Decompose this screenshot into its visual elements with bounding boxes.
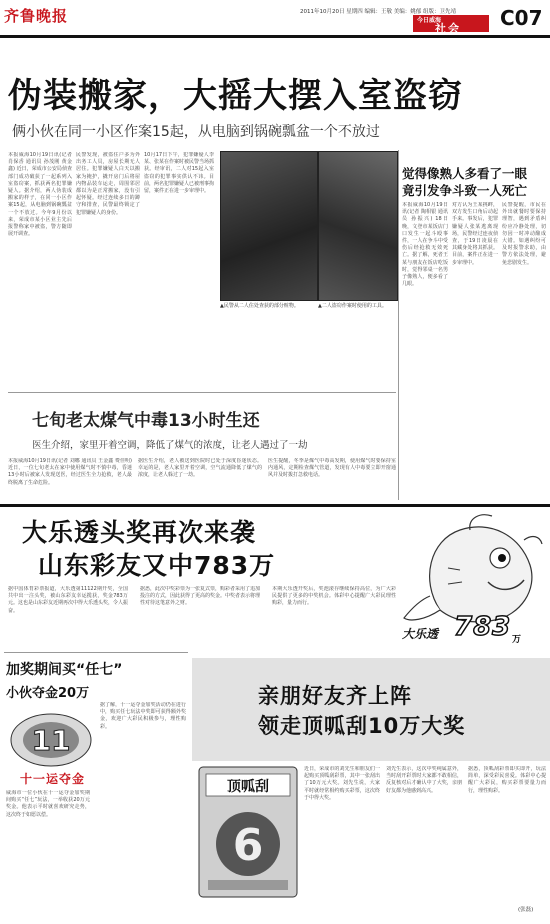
eleven-badge-label: 十一运夺金 [20,772,86,786]
date-line: 2011年10月20日 星期四 编辑：王敬 美编：姚郁 组版：卫先靖 [300,9,456,15]
bottom-right-headline-line1: 亲朋好友齐上阵 [258,684,412,708]
article1-caption-b: ▲二人盗窃作案时使用的工具。 [318,303,387,309]
article1-photo-stolen-goods [220,151,318,301]
eleven-badge-graphic [8,710,94,768]
lottery-body-col3: 本期大乐透开奖后，奖池滚存继续保持高位，为广大彩民提供了更多的中奖机会。体彩中心提醒广大彩民理性购彩，量力而行。 [272,586,396,607]
lottery-headline-line2: 山东彩友又中783万 [38,551,276,580]
lottery-body-col1: 据中国体育彩票报道，大乐透第11122期开奖，全国共中出一注头奖，被山东彩友幸运揽获，奖金783万元。这也是山东彩友近期再次中得大乐透头奖，令人振奋。 [8,586,128,614]
section-big-label: 社会 [435,22,461,35]
article2-body-col2: 据医生介绍，老人被送到医院时已处于深度昏迷状态。幸运的是，老人家里开着空调，空气流通降低了煤气的浓度，让老人躲过了一劫。 [138,458,262,479]
section-banner [413,15,489,35]
article1-photo-tools [318,151,398,301]
article2-headline: 七旬老太煤气中毒13小时生还 [32,411,260,431]
lottery-body-col2: 据悉，此次中奖彩票为一张复式票，购彩者采用了追加投注的方式，因此获得了更高的奖金。中奖者表示将理性对待这笔意外之财。 [140,586,260,607]
sidebar-headline-line1: 觉得像熟人多看了一眼 [402,166,528,181]
bottom-left-top-rule [4,652,188,653]
article1-body-col3: 10月17日下午，犯罪嫌疑人李某、张某在作案时被民警当场抓获。经审讯，二人对15起入室盗窃的犯罪事实供认不讳。目前，两名犯罪嫌疑人已被刑事拘留，案件正在进一步审理中。 [144,152,214,195]
lottery-logo-text: 大乐透 [402,627,439,641]
sidebar-divider [398,150,399,500]
bottom-left-headline-line1: 加奖期间买“任七” [6,662,123,678]
masthead-rule [0,35,550,38]
eleven-badge-number: 11 [31,724,71,757]
section-small-label: 今日威海 [417,17,442,24]
sidebar-body-col3: 民警提醒，市民在外出就餐时要保持理智，遇到矛盾纠纷应冷静处理，切勿因一时冲动酿成大错。如遇纠纷可及时报警求助，由警方依法处理，避免悲剧发生。 [502,202,546,266]
newspaper-logo: 齐鲁晚报 [4,7,69,25]
bottom-right-body-col2: 刘先生表示，这次中奖纯属意外，当时刮开彩票时大家都不敢相信，反复核对后才确认中了大奖，亲朋好友都为他感到高兴。 [386,766,462,794]
article1-caption-a: ▲民警从二人住处查获的部分赃物。 [220,303,299,309]
lottery-headline-line1: 大乐透头奖再次来袭 [22,518,257,547]
sidebar-headline-line2: 竟引发争斗致一人死亡 [402,183,528,198]
article1-body-col1: 本报威海10月19日讯(记者 肖保香 通讯员 孙茂刚 黄金鑫) 近日，荣成市公安局侦查部门成功破获了一起系列入室盗窃案，抓获两名犯罪嫌疑人。据介绍，两人伪装成搬家的样子，在同一小区作案15起，从电脑到锅碗瓢盆一个不放过。今年9月份以来，荣成市某小区业主先后报警称家中被盗，警方随即展开调查。 [8,152,72,238]
lottery-fish-illustration [400,510,546,628]
scratch-ticket-graphic [198,766,298,898]
article1-subhead: 俩小伙在同一小区作案15起，从电脑到锅碗瓢盆一个不放过 [12,124,380,140]
lottery-prize-unit: 万 [512,635,522,645]
sidebar-headline [402,165,527,199]
article2-body-col1: 本报威海10月19日讯(记者 刘娜 通讯员 王金鑫 费佳明) 近日，一位七旬老太在家中使用煤气时不慎中毒，昏迷13小时后被家人发现送医，经过医生全力抢救，老人最终脱离了生命危险。 [8,458,132,486]
bottom-right-body-col3: 据悉，顶呱刮彩票即买即开，玩法简单，深受彩民喜爱。体彩中心提醒广大彩民，购买彩票要量力而行，理性购彩。 [468,766,546,794]
sidebar-body-col2: 对方认为王某挑衅，双方发生口角后动起手来。事发后，犯罪嫌疑人张某逃离现场，民警经过连夜侦查，于19日凌晨在其藏身处将其抓获。目前，案件正在进一步审理中。 [452,202,498,266]
lottery-prize-number: 783 [454,612,512,642]
article1-body-col2: 民警发现，被盗住户多为外出务工人员，房屋长期无人居住。犯罪嫌疑人白天以搬家为掩护，撬开房门后将屋内物品装车运走，周围邻居都以为是正常搬家，没有引起怀疑。经过连续多日的蹲守和排查，民警最终锁定了犯罪嫌疑人的身份。 [76,152,140,216]
article-author: (张磊) [518,907,534,913]
sidebar-body-col1: 本报威海10月19日讯(记者 陶相银 通讯员 孙振兴) 18日晚，文登市某饭店门口发生一起斗殴事件，一人在争斗中受伤后经抢救无效死亡。据了解，死者王某与朋友在饭店吃饭时，觉得邻桌一名男子像熟人，便多看了几眼。 [402,202,448,288]
page-number: C07 [500,6,543,30]
lottery-top-rule [0,504,550,507]
bottom-left-body-col2: 据了解，十一运夺金加奖活动仍在进行中，购买任七玩法中奖即可获得额外奖金，欢迎广大彩民积极参与，理性购彩。 [100,702,186,730]
article2-top-rule [8,392,396,393]
article2-subhead: 医生介绍，家里开着空调，降低了煤气的浓度，让老人遇过了一劫 [32,440,308,451]
bottom-right-body-col1: 近日，荣成市的刘先生和朋友们一起购买顶呱刮彩票，其中一张刮出了10万元大奖。刘先生说，大家平时就经常相约购买彩票，这次终于中得大奖。 [304,766,380,801]
article2-body-col3: 医生提醒，冬季是煤气中毒高发期，使用煤气时要保持室内通风，定期检查煤气管道，发现有人中毒要立即开窗通风并及时拨打急救电话。 [268,458,396,479]
ticket-title: 顶呱刮 [227,779,269,795]
article1-headline: 伪装搬家，大摇大摆入室盗窃 [8,76,463,116]
bottom-left-headline-line2: 小伙夺金20万 [6,686,90,701]
bottom-left-body-col1: 威海市一位小伙在十一运夺金加奖期间购买“任七”玩法，一举收获20万元奖金。他表示平时就喜欢研究走势，这次终于如愿以偿。 [6,790,90,818]
bottom-right-headline-line2: 领走顶呱刮10万大奖 [258,714,466,738]
svg-text:6: 6 [232,820,264,871]
